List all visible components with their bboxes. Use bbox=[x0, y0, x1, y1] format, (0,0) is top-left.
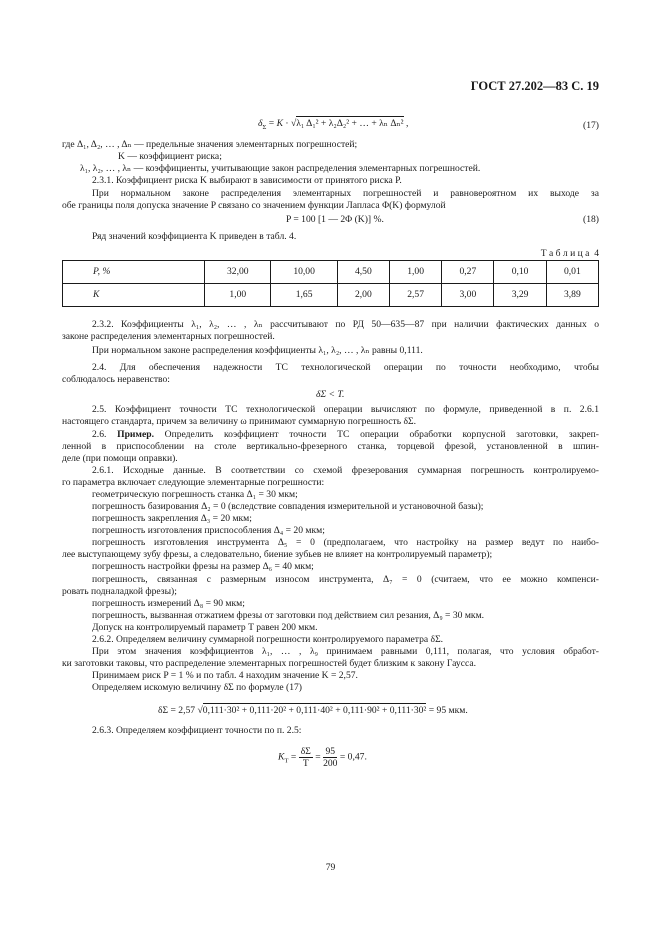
text-line: погрешность, вызванная отжатием фрезы от заготовки под действием сил резания, Δ₉ = 30 мкм. bbox=[92, 610, 485, 621]
text-line: погрешность измерений Δ₈ = 90 мкм; bbox=[92, 598, 245, 609]
table-row bbox=[63, 284, 599, 307]
formula-17-number: (17) bbox=[583, 120, 599, 131]
text-line: деле (при помощи оправки). bbox=[62, 453, 178, 464]
text-line: При этом значения коэффициентов λ₁, … , λ₉ принимаем равными 0,111, полагая, что условия обработ- bbox=[92, 646, 599, 657]
text-line: погрешность настройки фрезы на размер Δ₆ = 40 мкм; bbox=[92, 561, 314, 572]
calc-radicand: 0,111·30² + 0,111·20² + 0,111·40² + 0,111·90² + 0,111·30² bbox=[202, 705, 427, 716]
text-line: Допуск на контролируемый параметр T равен 200 мкм. bbox=[92, 622, 318, 633]
text-line: погрешность закрепления Δ₃ = 20 мкм; bbox=[92, 513, 252, 524]
table-cell: 2,57 bbox=[390, 284, 442, 307]
table-caption: Т а б л и ц а 4 bbox=[540, 248, 599, 259]
table-cell: 1,00 bbox=[390, 261, 442, 284]
text-line: погрешность базирования Δ₂ = 0 (вследствие совпадения измерительной и установочной базы); bbox=[92, 501, 484, 512]
text-line: 2.3.1. Коэффициент риска K выбирают в зависимости от принятого риска P. bbox=[92, 175, 402, 186]
table-4 bbox=[62, 260, 599, 307]
table-cell: 10,00 bbox=[271, 261, 337, 284]
page-number: 79 bbox=[325, 862, 336, 873]
text-line: ровать подналадкой фрезы); bbox=[62, 586, 177, 597]
text-line: 2.6.2. Определяем величину суммарной погрешности контролируемого параметра δΣ. bbox=[92, 634, 444, 645]
text-line: погрешность изготовления приспособления Δ₄ = 20 мкм; bbox=[92, 525, 325, 536]
table-cell: 1,65 bbox=[271, 284, 337, 307]
text-line: Определяем искомую величину δΣ по формуле (17) bbox=[92, 682, 302, 693]
text-line: погрешность изготовления инструмента Δ₅ = 0 (предполагаем, что настройку на размер ведут по наибо- bbox=[92, 537, 599, 548]
sum-error-calculation: δΣ = 2,57 √0,111·30² + 0,111·20² + 0,111·40² + 0,111·90² + 0,111·30² = 95 мкм. bbox=[158, 705, 468, 716]
text-line: 2.6. Пример. Определить коэффициент точности ТС операции обработки корпусной заготовки, закреп- bbox=[92, 429, 599, 440]
text-line: ки заготовки таковы, что распределение элементарных погрешностей будет близким к закону Гаусса. bbox=[62, 658, 477, 669]
text-line: настоящего стандарта, причем за величину ω принимают суммарную погрешность δΣ. bbox=[62, 416, 416, 427]
table-cell: 2,00 bbox=[337, 284, 389, 307]
table-cell: 0,10 bbox=[494, 261, 546, 284]
text-line: 2.3.2. Коэффициенты λ₁, λ₂, … , λₙ рассчитывают по РД 50—635—87 при наличии фактических данных о bbox=[92, 319, 599, 330]
table-row-label: K bbox=[63, 284, 205, 307]
text-line: При нормальном законе распределения элементарных погрешностей и равновероятном их выходе за bbox=[92, 188, 599, 199]
text-line: λ₁, λ₂, … , λₙ — коэффициенты, учитывающие закон распределения элементарных погрешностей. bbox=[80, 163, 481, 174]
accuracy-coefficient-formula: $K_T$ = $\frac{\delta\Sigma}{T}$ = $\frac{95}{200}$ = 0,47. bbox=[278, 746, 367, 769]
table-cell: 3,29 bbox=[494, 284, 546, 307]
text-line: геометрическую погрешность станка Δ₁ = 30 мкм; bbox=[92, 489, 298, 500]
inequality: δΣ < T. bbox=[316, 389, 345, 400]
text-line: 2.5. Коэффициент точности ТС технологической операции вычисляют по формуле, приведенной в п. 2.6.1 bbox=[92, 404, 599, 415]
formula-18: P = 100 [1 — 2Φ (K)] %. bbox=[286, 214, 384, 225]
text-line: погрешность, связанная с размерным износом инструмента, Δ₇ = 0 (считаем, что ее можно компенси- bbox=[92, 574, 599, 585]
text-line: Принимаем риск P = 1 % и по табл. 4 находим значение K = 2,57. bbox=[92, 670, 358, 681]
page-header: ГОСТ 27.202—83 С. 19 bbox=[470, 79, 599, 93]
table-cell: 1,00 bbox=[205, 284, 271, 307]
text-line: K — коэффициент риска; bbox=[118, 151, 222, 162]
text-line: Ряд значений коэффициента K приведен в табл. 4. bbox=[92, 231, 297, 242]
table-cell: 3,89 bbox=[546, 284, 598, 307]
example-label: Пример. bbox=[117, 429, 154, 440]
text-line: 2.6.3. Определяем коэффициент точности по п. 2.5: bbox=[92, 725, 302, 736]
fraction: $\frac{95}{200}$ bbox=[323, 746, 338, 769]
text-line: 2.4. Для обеспечения надежности ТС технологической операции по точности необходимо, чтобы bbox=[92, 362, 599, 373]
formula-17-radicand: λ₁ Δ₁² + λ₂Δ₂² + … + λₙ Δₙ² bbox=[296, 118, 404, 129]
table-cell: 0,01 bbox=[546, 261, 598, 284]
text-line: лее выступающему зубу фрезы, а следовательно, биение зубьев не влияет на контролируемый параметр); bbox=[62, 549, 493, 560]
table-row-label: P, % bbox=[63, 261, 205, 284]
formula-18-number: (18) bbox=[583, 214, 599, 225]
text-line: ленной в приспособлении на столе вертикально-фрезерного станка, торцевой фрезой, установленной в шпин- bbox=[62, 441, 599, 452]
formula-17: $\delta_\Sigma = K \cdot √\lambda_1$ Δ₁² + λ₂Δ₂² + … + λₙ Δₙ² , bbox=[258, 118, 409, 131]
table-cell: 4,50 bbox=[337, 261, 389, 284]
text-line: го параметра включает следующие элементарные погрешности: bbox=[62, 477, 325, 488]
table-row bbox=[63, 261, 599, 284]
text-line: где Δ₁, Δ₂, … , Δₙ — предельные значения элементарных погрешностей; bbox=[62, 139, 358, 150]
text-line: При нормальном законе распределения коэффициенты λ₁, λ₂, … , λₙ равны 0,111. bbox=[92, 345, 423, 356]
text-line: законе распределения элементарных погрешностей. bbox=[62, 331, 275, 342]
text-line: соблюдалось неравенство: bbox=[62, 374, 170, 385]
table-cell: 0,27 bbox=[442, 261, 494, 284]
text-line: обе границы поля допуска значение P связано со значением функции Лапласа Φ(K) формулой bbox=[62, 200, 446, 211]
fraction: $\frac{\delta\Sigma}{T}$ bbox=[300, 746, 311, 769]
text-line: 2.6.1. Исходные данные. В соответствии со схемой фрезерования суммарная погрешность контролируемо- bbox=[92, 465, 599, 476]
table-cell: 3,00 bbox=[442, 284, 494, 307]
table-cell: 32,00 bbox=[205, 261, 271, 284]
